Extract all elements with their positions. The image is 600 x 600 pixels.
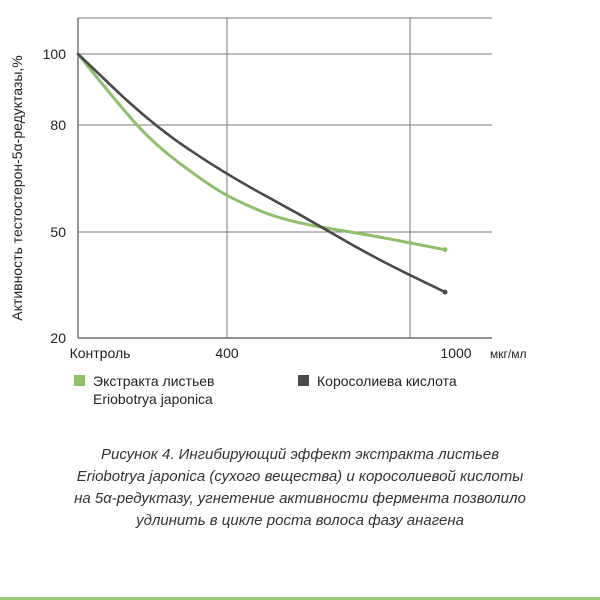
series-layer [78,54,448,295]
y-tick-label: 20 [50,330,66,346]
legend-item-corosolic-acid [298,372,457,390]
series-endpoint-0 [443,247,448,252]
y-tick-label: 50 [50,224,66,240]
caption-line: Eriobotrya japonica (сухого вещества) и коросолиевой кислоты [76,468,524,485]
legend [74,372,534,412]
series-line-0 [78,54,445,250]
legend-label-corosolic-acid: Коросолиева кислота [317,373,457,389]
tick-labels [9,46,526,361]
y-tick-label: 80 [50,117,66,133]
y-axis-title: Активность тестостерон-5α-редуктазы,% [9,55,25,321]
legend-item-extract [74,372,214,408]
caption-line: Рисунок 4. Ингибирующий эффект экстракта листьев [100,446,500,463]
y-tick-label: 100 [42,46,66,62]
x-tick-label: 400 [215,345,239,361]
figure-caption [0,444,600,532]
caption-line: удлинить в цикле роста волоса фазу анагена [136,512,464,529]
legend-label-extract: Экстракта листьев Eriobotrya japonica [93,373,215,407]
x-tick-label: Контроль [69,345,131,361]
grid [78,18,492,338]
x-unit-label: мкг/мл [490,347,527,361]
caption-line: на 5α-редуктазу, угнетение активности фермента позволило [74,490,526,507]
series-line-1 [78,54,445,292]
legend-swatch-extract [74,375,85,386]
series-endpoint-1 [443,290,448,295]
legend-swatch-corosolic-acid [298,375,309,386]
x-tick-label: 1000 [440,345,472,361]
axes [78,18,492,338]
